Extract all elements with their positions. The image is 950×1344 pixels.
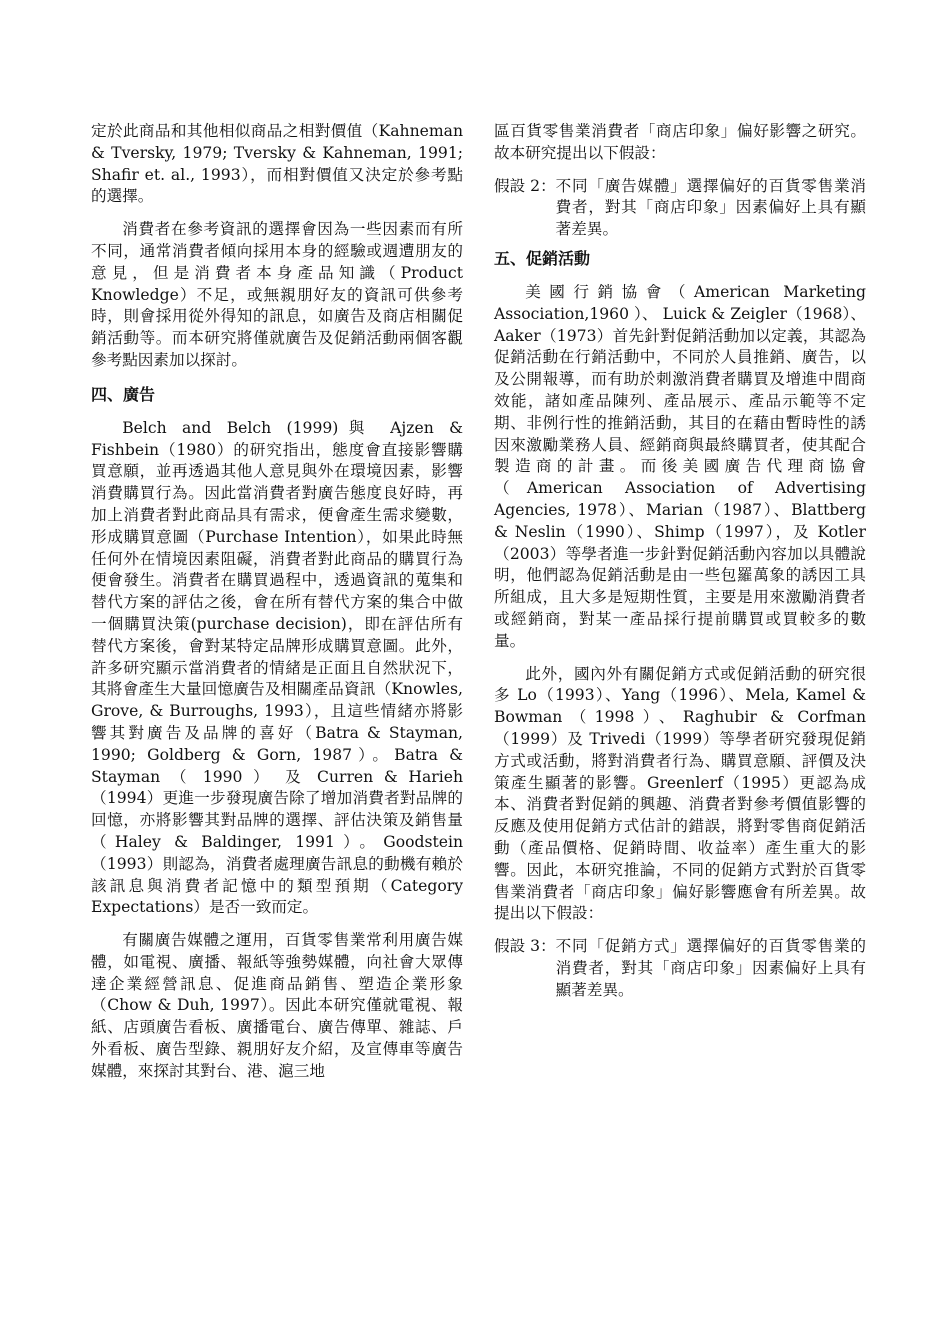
hypothesis-label: 假設 3： — [494, 937, 556, 956]
left-column — [91, 121, 463, 1083]
right-column — [494, 121, 866, 1001]
paragraph-promotion-definition: 美國行銷協會（American Marketing Association,1960 ）、 Luick & Zeigler（1968）、Aaker（1973）首先針對促銷活動加以定義，其認為促銷活動在行銷活動中，不同於人員推銷、廣告，以及公開報導，而有助於刺激消費者購買及增進中間商效能，諸如產品陳列、產品展示、產品示範等不定期、非例行性的推銷活動，其目的在藉由暫時性的誘因來激勵業務人員、經銷商與最終購買者，使其配合製造商的計畫。而後美國廣告代理商協會（American Association of Advertising Agencies, 1978）、Marian（1987）、Blattberg & Neslin（1990）、Shimp（1997），及 Kotler（2003）等學者進一步針對促銷活動內容加以具體說明，他們認為促銷活動是由一些包羅萬象的誘因工具所組成，且大多是短期性質，主要是用來激勵消費者或經銷商，對某一產品採行提前購買或買較多的數量。 — [494, 282, 866, 650]
paragraph-continuation: 定於此商品和其他相似商品之相對價值（Kahneman & Tversky, 1979; Tversky & Kahneman, 1991; Shafir et. al., 1993），而相對價值又決定於參考點的選擇。 — [91, 122, 463, 206]
paragraph-advertising-media: 有關廣告媒體之運用，百貨零售業常利用廣告媒體，如電視、廣播、報紙等強勢媒體，向社會大眾傳達企業經營訊息、促進商品銷售、塑造企業形象（Chow & Duh, 1997）。因此本研究僅就電視、報紙、店頭廣告看板、廣播電台、廣告傳單、雜誌、戶外看板、廣告型錄、親朋好友介紹，及宣傳車等廣告媒體，來探討其對台、港、滬三地 — [91, 931, 463, 1080]
paragraph-advertising-attitude: Belch and Belch (1999)與 Ajzen & Fishbein（1980）的研究指出，態度會直接影響購買意願，並再透過其他人意見與外在環境因素，影響消費購買行為。因此當消費者對廣告態度良好時，再加上消費者對此商品具有需求，便會產生需求變數，形成購買意圖（Purchase Intention），如果此時無任何外在情境因素阻礙，消費者對此商品的購買行為便會發生。消費者在購買過程中，透過資訊的蒐集和替代方案的評估之後，會在所有替代方案的集合中做一個購買決策(purchase decision)，即在評估所有替代方案後，會對某特定品牌形成購買意圖。此外，許多研究顯示當消費者的情緒是正面且自然狀況下，其將會產生大量回憶廣告及相關產品資訊（Knowles, Grove, & Burroughs, 1993），且這些情緒亦將影響其對廣告及品牌的喜好（Batra & Stayman, 1990; Goldberg & Gorn, 1987）。Batra & Stayman （ 1990 ） 及 Curren & Harieh（1994）更進一步發現廣告除了增加消費者對品牌的回憶，亦將影響其對品牌的選擇、評估決策及銷售量（Haley & Baldinger, 1991）。Goodstein（1993）則認為，消費者處理廣告訊息的動機有賴於該訊息與消費者記憶中的類型預期（Category Expectations）是否一致而定。 — [91, 418, 463, 917]
paragraph-reference-info: 消費者在參考資訊的選擇會因為一些因素而有所不同，通常消費者傾向採用本身的經驗或週遭朋友的意見，但是消費者本身產品知識（Product Knowledge）不足，或無親朋好友的資訊可供參考時，則會採用從外得知的訊息，如廣告及商店相關促銷活動等。而本研究將僅就廣告及促銷活動兩個客觀參考點因素加以探討。 — [91, 220, 463, 369]
paragraph-promotion-research: 此外，國內外有關促銷方式或促銷活動的研究很多 Lo（1993）、Yang（1996）、Mela, Kamel & Bowman（1998）、Raghubir & Corfman（1999）及 Trivedi（1999）等學者研究發現促銷方式或活動，將對消費者行為、購買意願、評價及決策產生顯著的影響。Greenlerf（1995）更認為成本、消費者對促銷的興趣、消費者對參考價值影響的反應及使用促銷方式估計的錯誤，將對零售商促銷活動（產品價格、促銷時間、收益率）產生重大的影響。因此，本研究推論，不同的促銷方式對於百貨零售業消費者「商店印象」偏好影響應會有所差異。故提出以下假設： — [494, 664, 866, 923]
paragraph-continuation-right: 區百貨零售業消費者「商店印象」偏好影響之研究。故本研究提出以下假設： — [494, 122, 866, 162]
section-heading-promotion: 五、促銷活動 — [494, 248, 591, 268]
hypothesis-2 — [494, 176, 866, 241]
hypothesis-label: 假設 2： — [494, 176, 556, 195]
hypothesis-text: 不同「促銷方式」選擇偏好的百貨零售業的消費者，對其「商店印象」因素偏好上具有顯著差異。 — [555, 937, 866, 999]
hypothesis-text: 不同「廣告媒體」選擇偏好的百貨零售業消費者，對其「商店印象」因素偏好上具有顯著差異。 — [555, 176, 866, 239]
section-heading-advertising: 四、廣告 — [91, 384, 156, 404]
hypothesis-3 — [494, 936, 866, 1001]
